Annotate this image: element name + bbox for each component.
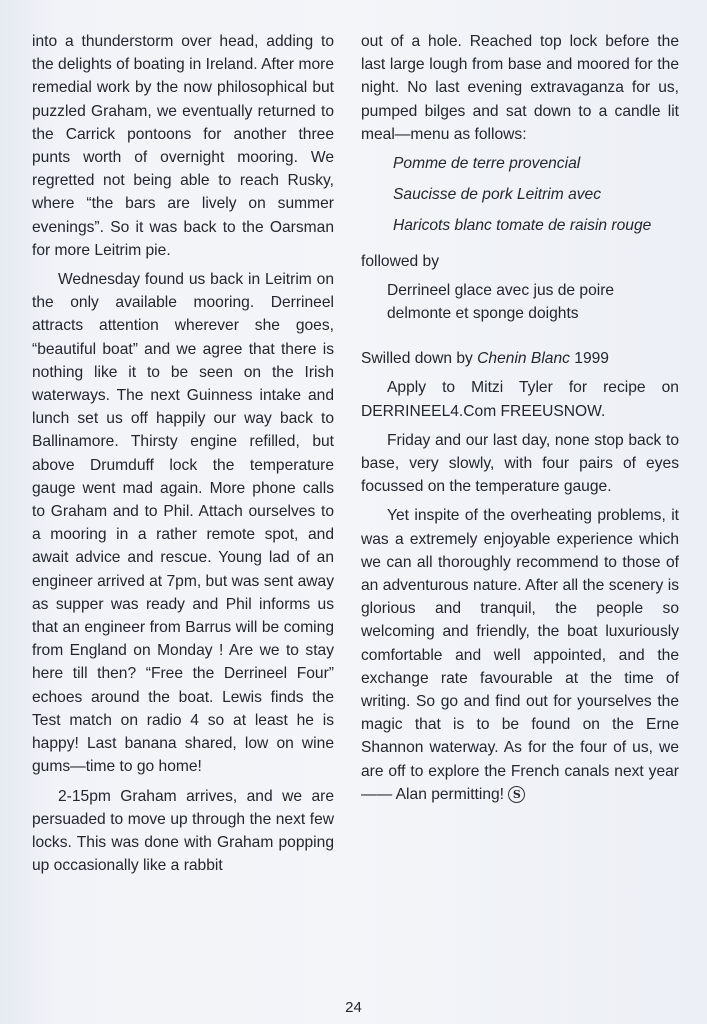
paragraph-recipe: Apply to Mitzi Tyler for recipe on DERRINEEL4.Com FREEUSNOW. [361, 379, 679, 420]
wine-prefix: Swilled down by [361, 350, 473, 368]
paragraph-top-lock: out of a hole. Reached top lock before the last large lough from base and moored for the night. No last evening extravaganza for us, pumped bilges and sat down to a candle lit meal—menu as follows: [361, 33, 679, 143]
page-number: 24 [345, 999, 362, 1016]
paragraph-wednesday: Wednesday found us back in Leitrim on the only available mooring. Derrineel attracts attention wherever she goes, “beautiful boat” and we agree that there is nothing like it to be seen on the Irish waterways. The next Guinness intake and lunch set us off happily our way back to Ballinamore. Thirsty engine refilled, but above Drumduff lock the temperature gauge went mad again. More phone calls to Graham and to Phil. Attach ourselves to a mooring in a rather remote spot, and await advice and rescue. Young lad of an engineer arrived at 7pm, but was sent away as supper was ready and Phil informs us that an engineer from Barrus will be coming from England on Monday ! Are we to stay here till then? “Free the Derrineel Four” echoes around the boat. Lewis finds the Test match on radio 4 so at least he is happy! Last banana shared, low on wine gums—time to go home! [32, 271, 334, 776]
paragraph-closing [361, 504, 679, 806]
wine-year: 1999 [574, 350, 609, 368]
paragraph-friday: Friday and our last day, none stop back to base, very slowly, with four pairs of eyes focussed on the temperature gauge. [361, 431, 679, 496]
followed-by-label: followed by [361, 252, 440, 270]
menu-item-sausage: Saucisse de pork Leitrim avec [393, 186, 602, 204]
wine-name: Chenin Blanc [477, 350, 570, 368]
end-mark-icon: S [508, 786, 525, 803]
wine-line [361, 347, 679, 370]
right-column [361, 30, 679, 812]
menu-dessert: Derrineel glace avec jus de poire delmonte et sponge doights [387, 281, 615, 323]
left-column [32, 30, 334, 883]
paragraph-thunderstorm: into a thunderstorm over head, adding to the delights of boating in Ireland. After more remedial work by the now philosophical but puzzled Graham, we eventually returned to the Carrick pontoons for another three punts worth of overnight mooring. We regretted not being able to reach Rusky, where “the bars are lively on summer evenings”. So it was back to the Oarsman for more Leitrim pie. [32, 33, 334, 259]
menu-item-potatoes: Pomme de terre provencial [393, 155, 581, 173]
menu-item-beans: Haricots blanc tomate de raisin rouge [393, 217, 652, 235]
paragraph-graham-arrives: 2-15pm Graham arrives, and we are persuaded to move up through the next few locks. This was done with Graham popping up occasionally like a rabbit [32, 787, 334, 875]
closing-text: Yet inspite of the overheating problems, it was a extremely enjoyable experience which we can all thoroughly recommend to those of an adventurous nature. After all the scenery is glorious and tranquil, the people so welcoming and friendly, the boat luxuriously comfortable and well appointed, and the exchange rate favourable at the time of writing. So go and find out for yourselves the magic that is to be found on the Erne Shannon waterway. As for the four of us, we are off to explore the French canals next year—— Alan permitting! [361, 507, 679, 803]
